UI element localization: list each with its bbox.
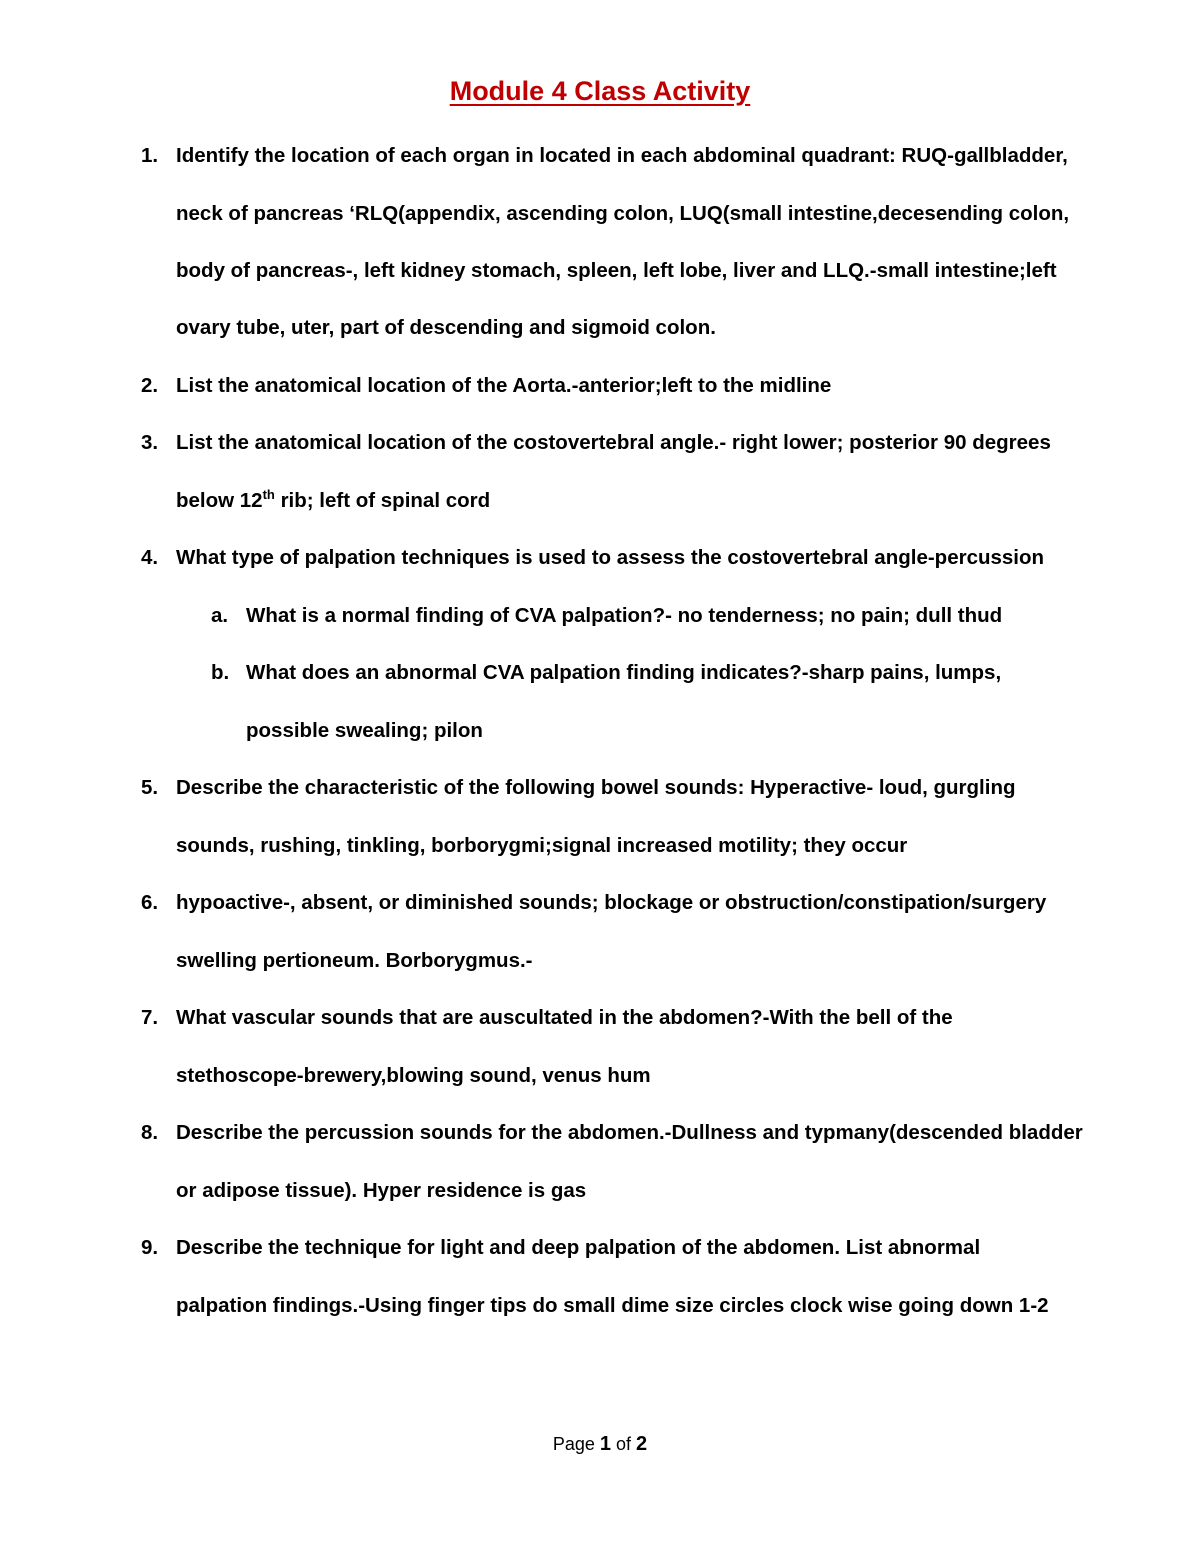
item-5-line-2: sounds, rushing, tinkling, borborygmi;signal increased motility; they occur xyxy=(176,834,908,857)
subitem-letter: a. xyxy=(211,604,229,627)
subitem-letter: b. xyxy=(211,661,230,684)
item-4b-line-1: What does an abnormal CVA palpation finding indicates?-sharp pains, lumps, xyxy=(246,661,1002,684)
item-8-line-2: or adipose tissue). Hyper residence is gas xyxy=(176,1179,587,1202)
item-4a-line-1: What is a normal finding of CVA palpation?- no tenderness; no pain; dull thud xyxy=(246,604,1003,627)
item-7-line-1: What vascular sounds that are auscultated in the abdomen?-With the bell of the xyxy=(176,1006,953,1029)
item-9-line-2: palpation findings.-Using finger tips do small dime size circles clock wise going down 1-2 xyxy=(176,1294,1049,1317)
item-number: 4. xyxy=(141,546,159,569)
item-5-line-1: Describe the characteristic of the following bowel sounds: Hyperactive- loud, gurgling xyxy=(176,776,1016,799)
item-1-line-4: ovary tube, uter, part of descending and sigmoid colon. xyxy=(176,316,716,339)
item-number: 9. xyxy=(141,1236,159,1259)
document-title: Module 4 Class Activity xyxy=(449,76,751,106)
item-3-line-2-pre: below 12 xyxy=(176,489,263,512)
page-footer xyxy=(0,1430,1200,1458)
item-3-line-2 xyxy=(176,486,1096,516)
item-6-line-2: swelling pertioneum. Borborygmus.- xyxy=(176,949,533,972)
item-number: 5. xyxy=(141,776,159,799)
item-4b-line-2: possible swealing; pilon xyxy=(246,719,483,742)
item-4-line-1: What type of palpation techniques is used to assess the costovertebral angle-percussion xyxy=(176,546,1045,569)
item-7-line-2: stethoscope-brewery,blowing sound, venus hum xyxy=(176,1064,651,1087)
item-9-line-1: Describe the technique for light and deep palpation of the abdomen. List abnormal xyxy=(176,1236,981,1259)
item-6-line-1: hypoactive-, absent, or diminished sounds; blockage or obstruction/constipation/surgery xyxy=(176,891,1047,914)
item-number: 8. xyxy=(141,1121,159,1144)
footer-current-page: 1 xyxy=(599,1433,611,1455)
footer-of-word: of xyxy=(616,1434,632,1454)
item-1-line-2: neck of pancreas ‘RLQ(appendix, ascending colon, LUQ(small intestine,decesending colon, xyxy=(176,202,1070,225)
item-2-line-1: List the anatomical location of the Aorta.-anterior;left to the midline xyxy=(176,374,832,397)
item-3-line-1: List the anatomical location of the costovertebral angle.- right lower; posterior 90 degrees xyxy=(176,431,1051,454)
item-number: 3. xyxy=(141,431,159,454)
item-number: 1. xyxy=(141,144,159,167)
ordinal-superscript: th xyxy=(262,487,275,503)
item-3-line-2-post: rib; left of spinal cord xyxy=(274,489,491,512)
item-1-line-3: body of pancreas-, left kidney stomach, spleen, left lobe, liver and LLQ.-small intestine;left xyxy=(176,259,1057,282)
item-8-line-1: Describe the percussion sounds for the abdomen.-Dullness and typmany(descended bladder xyxy=(176,1121,1083,1144)
footer-page-word: Page xyxy=(552,1434,595,1454)
item-1-line-1: Identify the location of each organ in located in each abdominal quadrant: RUQ-gallbladder, xyxy=(176,144,1068,167)
item-number: 6. xyxy=(141,891,159,914)
item-number: 7. xyxy=(141,1006,159,1029)
item-number: 2. xyxy=(141,374,159,397)
footer-total-pages: 2 xyxy=(636,1433,648,1455)
